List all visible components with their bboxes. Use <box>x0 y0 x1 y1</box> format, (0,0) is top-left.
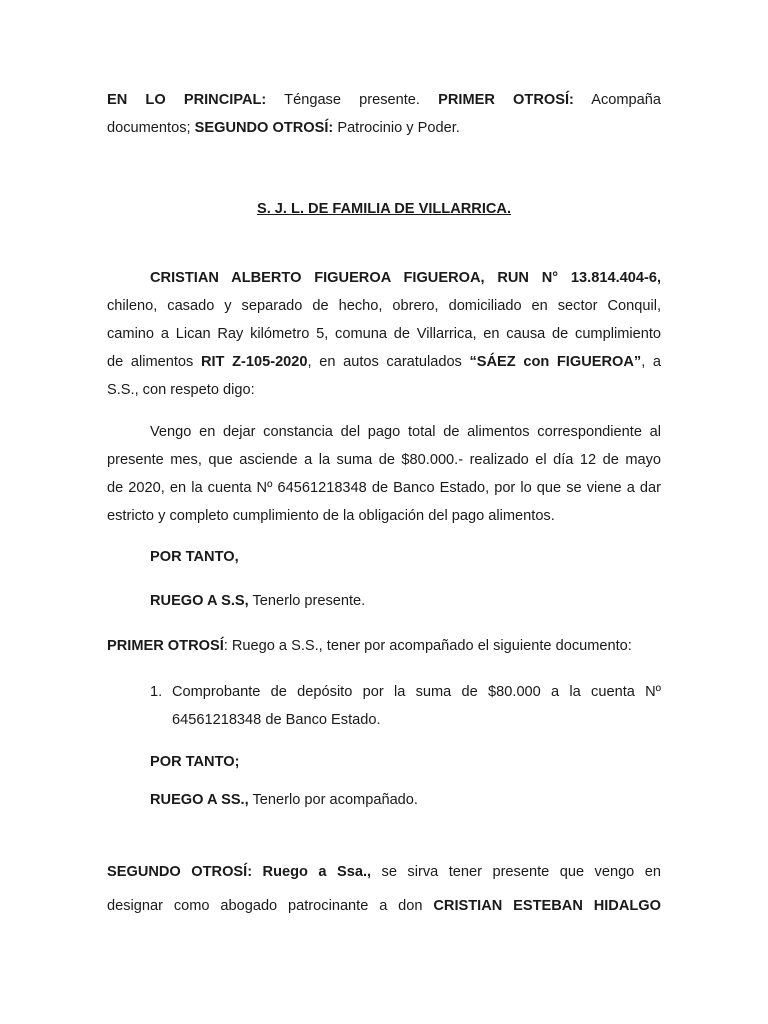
ruego-1: RUEGO A S.S, Tenerlo presente. <box>150 593 366 609</box>
primer-otrosi-paragraph: PRIMER OTROSÍ: Ruego a S.S., tener por acompañado el siguiente documento: <box>107 638 632 654</box>
payment-paragraph: Vengo en dejar constancia del pago total de alimentos correspondiente al presente mes, que asciende a la suma de $80.000.- realizado el día 12 de mayo de 2020, en la cuenta Nº 64561218348 de Banco Estado, por lo que se viene a dar estricto y completo cumplimiento de la obligación del pago alimentos. <box>107 424 661 524</box>
petitioner-identity: CRISTIAN ALBERTO FIGUEROA FIGUEROA, RUN N° 13.814.404-6, <box>150 270 661 286</box>
court-heading: S. J. L. DE FAMILIA DE VILLARRICA. <box>256 201 512 217</box>
segundo-otrosi-paragraph: SEGUNDO OTROSÍ: Ruego a Ssa., se sirva tener presente que vengo en designar como abogado patrocinante a don CRISTIAN ESTEBAN HIDALGO <box>107 864 661 914</box>
segundo-otrosi-label: SEGUNDO OTROSÍ: <box>194 120 334 136</box>
list-item-number: 1. <box>150 684 163 700</box>
primer-otrosi-label: PRIMER OTROSÍ: <box>438 92 574 108</box>
case-caption: “SÁEZ con FIGUEROA” <box>469 354 642 370</box>
en-lo-principal-label: EN LO PRINCIPAL: <box>107 92 267 108</box>
document-page: EN LO PRINCIPAL: Téngase presente. PRIMER OTROSÍ: Acompaña documentos; SEGUNDO OTROSÍ: Patrocinio y Poder. S. J. L. DE FAMILIA DE VILLARRICA. CRISTIAN ALBERTO FIGUEROA FIGUEROA, RUN N° 13.814.404-6, chileno, casado y separado de hecho, obrero, domiciliado en sector Conquil, camino a Lican Ray kilómetro 5, comuna de Villarrica, en causa de cumplimiento de alimentos RIT Z-105-2020, en autos caratulados “SÁEZ con FIGUEROA”, a S.S., con respeto digo: Vengo en dejar constancia del pago total de alimentos correspondiente al presente mes, que asciende a la suma de $80.000.- realizado el día 12 de mayo de 2020, en la cuenta Nº 64561218348 de Banco Estado, por lo que se viene a dar estricto y completo cumplimiento de la obligación del pago alimentos. POR TANTO, RUEGO A S.S, Tenerlo presente. PRIMER OTROSÍ: Ruego a S.S., tener por acompañado el siguiente documento: 1. Comprobante de depósito por la suma de $80.000 a la cuenta Nº 64561218348 de Banco Estado. POR TANTO; RUEGO A SS., Tenerlo por acompañado. SEGUNDO OTROSÍ: Ruego a Ssa., se sirva tener presente que vengo en designar como abogado patrocinante a don CRISTIAN ESTEBAN HIDALGO <box>0 0 768 1024</box>
header-summary <box>107 86 661 142</box>
intro-paragraph: CRISTIAN ALBERTO FIGUEROA FIGUEROA, RUN N° 13.814.404-6, chileno, casado y separado de hecho, obrero, domiciliado en sector Conquil, camino a Lican Ray kilómetro 5, comuna de Villarrica, en causa de cumplimiento de alimentos RIT Z-105-2020, en autos caratulados “SÁEZ con FIGUEROA”, a S.S., con respeto digo: <box>107 270 662 398</box>
ruego-2: RUEGO A SS., Tenerlo por acompañado. <box>150 792 418 808</box>
header-line-2: documentos; SEGUNDO OTROSÍ: Patrocinio y Poder. <box>107 120 460 136</box>
por-tanto-1: POR TANTO, <box>150 549 239 565</box>
header-line-1: EN LO PRINCIPAL: Téngase presente. PRIMER OTROSÍ: Acompaña <box>107 92 661 108</box>
rit-number: RIT Z-105-2020 <box>200 354 308 370</box>
sponsoring-lawyer-name: CRISTIAN ESTEBAN HIDALGO <box>433 898 661 914</box>
por-tanto-2: POR TANTO; <box>150 754 240 770</box>
